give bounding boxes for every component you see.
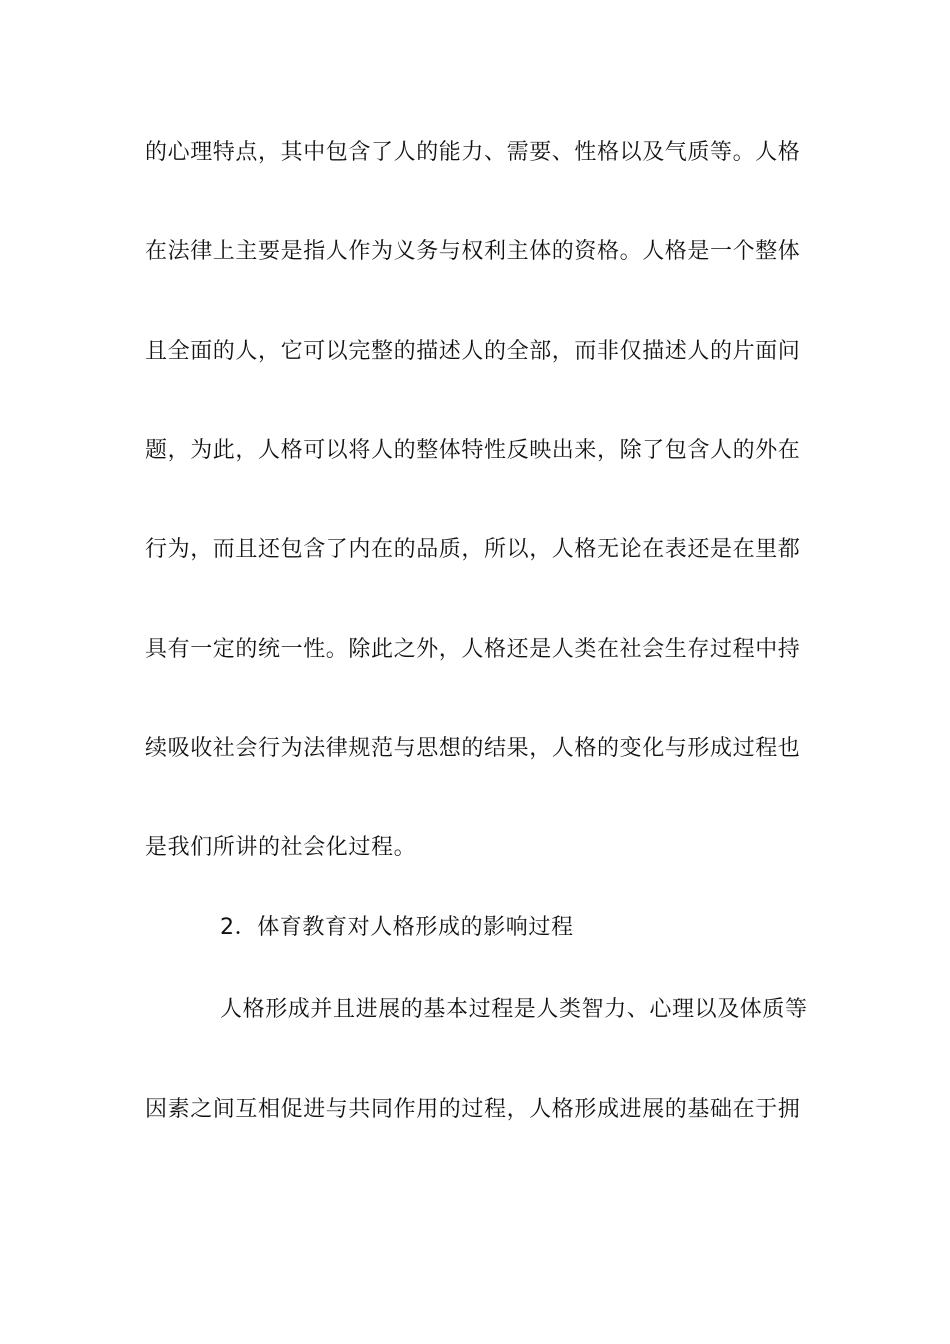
section-heading: 2．体育教育对人格形成的影响过程 <box>220 915 574 940</box>
body-text-line: 是我们所讲的社会化过程。 <box>145 835 417 860</box>
body-text-line: 具有一定的统一性。除此之外，人格还是人类在社会生存过程中持 <box>145 637 801 662</box>
body-text-line: 且全面的人，它可以完整的描述人的全部，而非仅描述人的片面问 <box>145 339 801 364</box>
body-text-line: 人格形成并且进展的基本过程是人类智力、心理以及体质等 <box>220 997 808 1022</box>
body-text-line: 因素之间互相促进与共同作用的过程，人格形成进展的基础在于拥 <box>145 1097 801 1122</box>
body-text-line: 在法律上主要是指人作为义务与权利主体的资格。人格是一个整体 <box>145 239 801 264</box>
body-text-line: 行为，而且还包含了内在的品质，所以，人格无论在表还是在里都 <box>145 537 801 562</box>
body-text-line: 的心理特点，其中包含了人的能力、需要、性格以及气质等。人格 <box>145 140 801 165</box>
body-text-line: 续吸收社会行为法律规范与思想的结果，人格的变化与形成过程也 <box>145 736 801 761</box>
body-text-line: 题，为此，人格可以将人的整体特性反映出来，除了包含人的外在 <box>145 438 801 463</box>
